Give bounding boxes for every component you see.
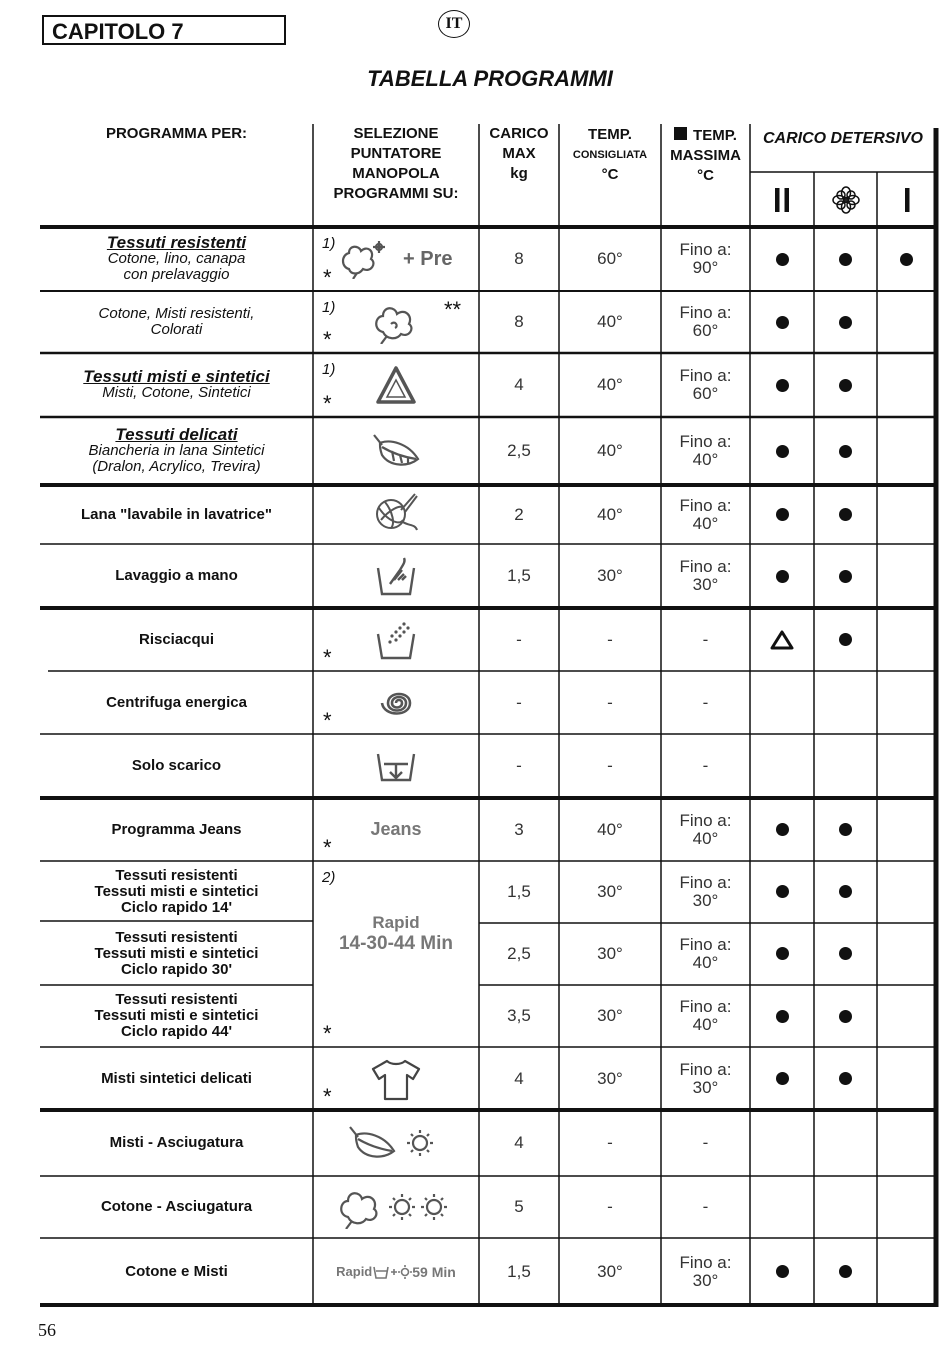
detergent-cell xyxy=(814,1110,877,1176)
selector-cell xyxy=(313,485,479,544)
detergent-cell xyxy=(814,1047,877,1110)
header-detersivo: CARICO DETERSIVO xyxy=(762,130,923,147)
cell-text: Solo scarico xyxy=(131,757,222,774)
selector-cell xyxy=(313,417,479,485)
shirt-icon xyxy=(369,1057,423,1101)
temp-consigliata-value xyxy=(559,227,661,291)
cell-text: Cotone, lino, canapa xyxy=(107,250,246,267)
detergent-cell xyxy=(814,985,877,1047)
asterisk-note: * xyxy=(323,645,332,670)
carico-value xyxy=(479,1176,559,1238)
temp-massima-value xyxy=(661,1238,750,1305)
detergent-cell xyxy=(814,291,877,353)
selector-cell xyxy=(313,1047,479,1110)
cell-text: 60° xyxy=(692,384,719,403)
cell-text: Tessuti resistenti xyxy=(115,928,238,946)
temp-consigliata-value xyxy=(559,985,661,1047)
detergent-cell xyxy=(814,734,877,798)
jeans-icon: Jeans xyxy=(370,819,422,839)
carico-value xyxy=(479,227,559,291)
program-name-cell xyxy=(40,985,313,1047)
feather-sun-icon xyxy=(346,1121,446,1165)
cell-text: Tessuti resistenti xyxy=(115,991,238,1008)
cell-text: - xyxy=(516,756,522,775)
cell-text: 60° xyxy=(692,321,719,340)
cell-text: 30° xyxy=(692,890,719,910)
detergent-cell xyxy=(877,922,936,985)
detergent-cell xyxy=(750,544,814,608)
cell-text: Cotone e Misti xyxy=(125,1262,228,1280)
asterisk-note: * xyxy=(323,708,332,733)
selector-cell xyxy=(313,985,479,1047)
main-wash-compartment-icon xyxy=(877,172,936,227)
detergent-cell xyxy=(877,227,936,291)
cell-text: - xyxy=(702,1197,709,1216)
rapid-selector-label xyxy=(313,902,479,965)
cell-text: 40° xyxy=(692,1015,719,1034)
bullet-icon xyxy=(776,1265,789,1278)
temp-massima-value xyxy=(661,608,750,671)
bullet-icon xyxy=(776,445,789,458)
temp-consigliata-value xyxy=(559,544,661,608)
detergent-cell xyxy=(814,861,877,922)
temp-consigliata-value xyxy=(559,1238,661,1305)
program-name-cell xyxy=(40,861,313,922)
cell-text: 2,5 xyxy=(507,943,531,963)
cell-text: - xyxy=(702,692,709,712)
cell-text: Ciclo rapido 44' xyxy=(120,1023,233,1040)
temp-massima-value xyxy=(661,227,750,291)
wool-icon xyxy=(371,490,421,540)
cell-text: 40° xyxy=(597,441,623,460)
detergent-cell xyxy=(877,1238,936,1305)
bullet-icon xyxy=(776,1072,789,1085)
carico-value xyxy=(479,798,559,861)
cell-text: Tessuti misti e sintetici xyxy=(94,882,259,900)
program-name-cell xyxy=(40,671,313,734)
cell-text: 1,5 xyxy=(507,566,531,585)
cell-text: 60° xyxy=(597,249,623,268)
drain-icon xyxy=(374,744,418,788)
detergent-cell xyxy=(877,608,936,671)
cell-text: Tessuti misti e sintetici xyxy=(94,944,259,962)
chapter-label: CAPITOLO 7 xyxy=(42,15,286,45)
cell-text: - xyxy=(702,1133,709,1152)
program-name-cell xyxy=(40,1176,313,1238)
cell-text: 40° xyxy=(692,952,719,972)
cell-text: Tessuti delicati xyxy=(115,425,238,444)
cell-text: - xyxy=(607,629,613,649)
program-name-cell xyxy=(40,485,313,544)
detergent-cell xyxy=(750,417,814,485)
cell-text: Lana "lavabile in lavatrice" xyxy=(81,505,272,523)
cell-text: Tessuti misti e sintetici xyxy=(83,367,270,386)
detergent-cell xyxy=(750,1047,814,1110)
cell-text: Fino a: xyxy=(679,872,732,892)
rinse-icon xyxy=(374,618,418,662)
selector-cell xyxy=(313,227,479,291)
detergent-cell xyxy=(750,861,814,922)
selector-cell xyxy=(313,608,479,671)
cell-text: 30° xyxy=(692,1077,719,1097)
cell-text: 8 xyxy=(514,249,524,268)
program-name-cell xyxy=(40,227,313,291)
cell-text: 30° xyxy=(692,1270,719,1290)
cell-text: 40° xyxy=(692,513,719,533)
bullet-icon xyxy=(839,253,852,266)
detergent-cell xyxy=(814,671,877,734)
temp-consigliata-value xyxy=(559,734,661,798)
temp-massima-value xyxy=(661,417,750,485)
page-number: 56 xyxy=(38,1320,56,1340)
program-name-cell xyxy=(40,798,313,861)
detergent-cell xyxy=(814,1238,877,1305)
bullet-icon xyxy=(776,823,789,836)
cell-text: Tessuti resistenti xyxy=(106,233,247,252)
detergent-cell xyxy=(877,485,936,544)
detergent-cell xyxy=(814,417,877,485)
bullet-icon xyxy=(839,1265,852,1278)
detergent-cell xyxy=(814,353,877,417)
temp-massima-value xyxy=(661,861,750,922)
temp-massima-value xyxy=(661,798,750,861)
header-temp-consigliata: TEMP. CONSIGLIATA °C xyxy=(572,126,648,183)
detergent-cell xyxy=(814,608,877,671)
cell-text: - xyxy=(702,629,709,649)
footnote-ref: 2) xyxy=(322,869,336,886)
cell-text: Lavaggio a mano xyxy=(115,567,238,584)
cell-text: 5 xyxy=(514,1197,524,1216)
cell-text: - xyxy=(607,1133,613,1152)
cell-text: - xyxy=(516,692,522,712)
cell-text: Fino a: xyxy=(679,495,732,515)
temp-massima-value xyxy=(661,291,750,353)
detergent-cell xyxy=(814,922,877,985)
cell-text: 1,5 xyxy=(507,1261,531,1281)
cell-text: Fino a: xyxy=(679,810,732,830)
cell-text: 3,5 xyxy=(507,1006,531,1025)
bullet-icon xyxy=(839,508,852,521)
asterisk-note: * xyxy=(323,835,332,860)
feather-icon xyxy=(370,429,422,473)
cell-text: - xyxy=(607,756,613,775)
carico-value xyxy=(479,1047,559,1110)
carico-value xyxy=(479,922,559,985)
selector-cell xyxy=(313,734,479,798)
cell-text: 30° xyxy=(597,881,623,901)
temp-massima-value xyxy=(661,1176,750,1238)
header-carico: CARICO MAX kg xyxy=(489,125,549,182)
temp-consigliata-value xyxy=(559,861,661,922)
triangle-icon xyxy=(374,364,418,406)
bullet-icon xyxy=(776,316,789,329)
cell-text: Fino a: xyxy=(679,366,732,385)
cell-text: 40° xyxy=(692,450,719,469)
cell-text: Fino a: xyxy=(679,1252,732,1272)
temp-consigliata-value xyxy=(559,291,661,353)
temp-consigliata-value xyxy=(559,1176,661,1238)
program-name-cell xyxy=(40,608,313,671)
program-name-cell xyxy=(40,734,313,798)
header-temp-massima: TEMP. MASSIMA °C xyxy=(670,127,741,184)
selector-cell xyxy=(313,1110,479,1176)
detergent-cell xyxy=(877,1110,936,1176)
header-selezione: SELEZIONE PUNTATORE MANOPOLA PROGRAMMI SU: xyxy=(333,125,459,202)
temp-massima-value xyxy=(661,922,750,985)
bullet-icon xyxy=(776,1010,789,1023)
cell-text: Misti, Cotone, Sintetici xyxy=(102,384,251,401)
detergent-cell xyxy=(750,922,814,985)
bullet-icon xyxy=(839,570,852,583)
detergent-cell xyxy=(877,1176,936,1238)
temp-consigliata-value xyxy=(559,922,661,985)
bullet-icon xyxy=(839,1010,852,1023)
double-asterisk-note: ** xyxy=(444,297,462,322)
carico-value xyxy=(479,861,559,922)
cell-text: Cotone - Asciugatura xyxy=(100,1198,253,1215)
cell-text: Fino a: xyxy=(679,240,732,259)
cell-text: 40° xyxy=(597,312,623,331)
program-name-cell xyxy=(40,291,313,353)
detergent-cell xyxy=(877,798,936,861)
detergent-cell xyxy=(877,1047,936,1110)
bullet-icon xyxy=(839,633,852,646)
detergent-cell xyxy=(750,291,814,353)
temp-massima-value xyxy=(661,353,750,417)
cell-text: 8 xyxy=(514,312,524,331)
cell-text: - xyxy=(516,629,522,649)
bullet-icon xyxy=(776,947,789,960)
page-title: TABELLA PROGRAMMI xyxy=(367,66,613,91)
cell-text: 59 Min xyxy=(412,1263,456,1280)
temp-consigliata-value xyxy=(559,608,661,671)
program-name-cell xyxy=(40,1238,313,1305)
triangle-icon xyxy=(769,629,795,651)
carico-value xyxy=(479,291,559,353)
cell-text: - xyxy=(702,756,709,775)
temp-massima-value xyxy=(661,671,750,734)
program-name-cell xyxy=(40,1047,313,1110)
cell-text: Fino a: xyxy=(679,303,732,322)
cell-text: Risciacqui xyxy=(138,630,215,648)
bullet-icon xyxy=(839,823,852,836)
cell-text: Fino a: xyxy=(679,432,732,451)
program-name-cell xyxy=(40,417,313,485)
detergent-cell xyxy=(750,1238,814,1305)
cell-text: 30° xyxy=(692,575,719,594)
cell-text: Fino a: xyxy=(679,997,732,1016)
detergent-cell xyxy=(814,798,877,861)
prewash-compartment-icon xyxy=(750,172,814,227)
detergent-cell xyxy=(877,985,936,1047)
detergent-cell xyxy=(750,608,814,671)
detergent-cell xyxy=(877,734,936,798)
cell-text: 2 xyxy=(514,504,524,524)
detergent-cell xyxy=(877,291,936,353)
detergent-cell xyxy=(814,227,877,291)
carico-value xyxy=(479,608,559,671)
language-badge: IT xyxy=(438,10,470,38)
selector-cell xyxy=(313,798,479,861)
temp-consigliata-value xyxy=(559,353,661,417)
cell-text: Fino a: xyxy=(679,934,732,954)
program-name-cell xyxy=(40,922,313,985)
softener-compartment-icon xyxy=(814,172,877,227)
selector-cell xyxy=(313,353,479,417)
detergent-cell xyxy=(750,671,814,734)
temp-massima-value xyxy=(661,485,750,544)
cell-text: Misti sintetici delicati xyxy=(101,1069,252,1087)
cell-text: 40° xyxy=(597,504,623,524)
cell-text: Programma Jeans xyxy=(111,820,242,838)
detergent-cell xyxy=(877,861,936,922)
bullet-icon xyxy=(839,316,852,329)
cell-text: Tessuti resistenti xyxy=(115,866,238,884)
cell-text: - xyxy=(607,692,613,712)
selector-cell xyxy=(313,544,479,608)
footnote-ref: 1) xyxy=(322,299,336,316)
square-icon xyxy=(674,127,687,140)
temp-massima-value xyxy=(661,1110,750,1176)
asterisk-note: * xyxy=(323,327,332,352)
carico-value xyxy=(479,1238,559,1305)
bullet-icon xyxy=(776,885,789,898)
cell-text: Rapid xyxy=(336,1264,373,1279)
detergent-cell xyxy=(814,544,877,608)
detergent-cell xyxy=(750,734,814,798)
cell-text: 30° xyxy=(597,1261,623,1281)
selector-cell xyxy=(313,1238,479,1305)
cell-text: - xyxy=(607,1197,613,1216)
detergent-cell xyxy=(750,1110,814,1176)
cell-text: Ciclo rapido 14' xyxy=(120,898,233,916)
cell-text: Fino a: xyxy=(679,557,732,576)
temp-massima-value xyxy=(661,1047,750,1110)
bullet-icon xyxy=(839,885,852,898)
temp-consigliata-value xyxy=(559,1047,661,1110)
cotton-sun-icon xyxy=(336,1185,456,1229)
cell-text: 40° xyxy=(597,375,623,394)
carico-value xyxy=(479,985,559,1047)
bullet-icon xyxy=(839,1072,852,1085)
cell-text: 2,5 xyxy=(507,441,531,460)
detergent-cell xyxy=(750,1176,814,1238)
carico-value xyxy=(479,417,559,485)
detergent-cell xyxy=(877,671,936,734)
program-name-cell xyxy=(40,353,313,417)
asterisk-note: * xyxy=(323,265,332,290)
program-name-cell xyxy=(40,544,313,608)
cell-text: con prelavaggio xyxy=(123,266,230,283)
carico-value xyxy=(479,1110,559,1176)
cell-text: Ciclo rapido 30' xyxy=(120,960,233,978)
header-programma: PROGRAMMA PER: xyxy=(105,125,248,142)
footnote-ref: 1) xyxy=(322,361,336,378)
washtub-plus-sun-icon xyxy=(372,1262,412,1282)
detergent-cell xyxy=(750,485,814,544)
flower-pre-icon xyxy=(339,239,399,279)
carico-value xyxy=(479,734,559,798)
cell-text: 30° xyxy=(597,1068,623,1088)
cell-text: 1,5 xyxy=(507,881,531,901)
bullet-icon xyxy=(776,253,789,266)
detergent-cell xyxy=(750,798,814,861)
detergent-cell xyxy=(814,1176,877,1238)
detergent-cell xyxy=(750,985,814,1047)
detergent-cell xyxy=(877,544,936,608)
temp-consigliata-value xyxy=(559,671,661,734)
cell-text: 90° xyxy=(692,258,719,277)
program-name-cell xyxy=(40,1110,313,1176)
cell-text: 30° xyxy=(597,566,623,585)
cell-text: 4 xyxy=(514,1068,524,1088)
carico-value xyxy=(479,353,559,417)
carico-value xyxy=(479,485,559,544)
cell-text: Biancheria in lana Sintetici xyxy=(88,442,265,459)
detergent-cell xyxy=(877,417,936,485)
bullet-icon xyxy=(839,947,852,960)
cell-text: 3 xyxy=(514,819,524,839)
temp-massima-value xyxy=(661,544,750,608)
cell-text: Centrifuga energica xyxy=(106,693,247,711)
bullet-icon xyxy=(776,379,789,392)
cell-text: 30° xyxy=(597,1006,623,1025)
asterisk-note: * xyxy=(323,1021,332,1046)
cell-text: 40° xyxy=(692,828,719,848)
cell-text: Colorati xyxy=(150,321,203,338)
cell-text: 40° xyxy=(597,819,623,839)
cell-text: Fino a: xyxy=(679,1059,732,1079)
bullet-icon xyxy=(839,379,852,392)
detergent-cell xyxy=(877,353,936,417)
detergent-cell xyxy=(814,485,877,544)
asterisk-note: * xyxy=(323,1084,332,1109)
temp-consigliata-value xyxy=(559,485,661,544)
bullet-icon xyxy=(776,570,789,583)
temp-massima-value xyxy=(661,985,750,1047)
temp-consigliata-value xyxy=(559,417,661,485)
cell-text: Misti - Asciugatura xyxy=(109,1134,244,1151)
bullet-icon xyxy=(900,253,913,266)
cell-text: 4 xyxy=(514,375,524,394)
detergent-cell xyxy=(750,227,814,291)
temp-massima-value xyxy=(661,734,750,798)
cell-text: (Dralon, Acrylico, Trevira) xyxy=(92,458,261,475)
detergent-cell xyxy=(750,353,814,417)
cotton-icon xyxy=(371,300,421,344)
cell-text: Cotone, Misti resistenti, xyxy=(98,305,255,322)
bullet-icon xyxy=(776,508,789,521)
bullet-icon xyxy=(839,445,852,458)
carico-value xyxy=(479,671,559,734)
cell-text: Rapid xyxy=(372,912,420,932)
cell-text: + Pre xyxy=(403,247,453,270)
cell-text: 14-30-44 Min xyxy=(338,932,454,954)
footnote-ref: 1) xyxy=(322,235,336,252)
asterisk-note: * xyxy=(323,391,332,416)
spin-icon xyxy=(374,681,418,725)
cell-text: Tessuti misti e sintetici xyxy=(94,1007,259,1024)
temp-consigliata-value xyxy=(559,1110,661,1176)
cell-text: 4 xyxy=(514,1133,524,1152)
carico-value xyxy=(479,544,559,608)
selector-cell xyxy=(313,1176,479,1238)
temp-consigliata-value xyxy=(559,798,661,861)
selector-cell xyxy=(313,671,479,734)
cell-text: 30° xyxy=(597,943,623,963)
handwash-icon xyxy=(374,554,418,598)
